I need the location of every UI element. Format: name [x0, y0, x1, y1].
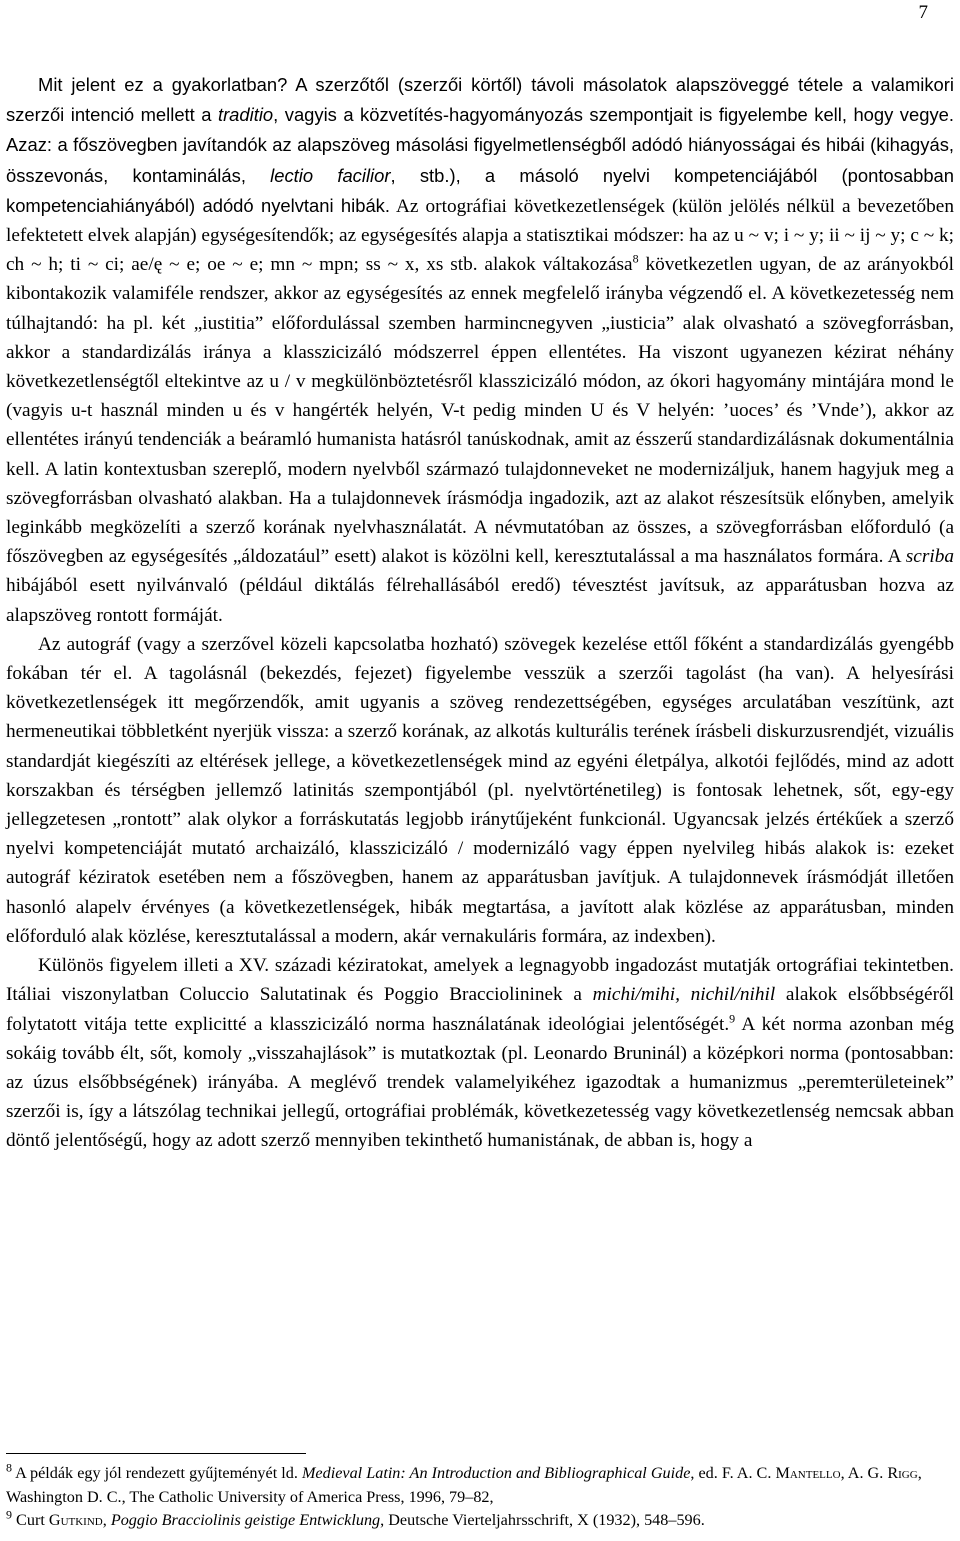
- body-text: [6, 70, 954, 1156]
- p1-term-lectio-facilior: lectio facilior: [270, 164, 391, 186]
- p1-term-scriba: scriba: [905, 546, 954, 568]
- footnotes: [6, 1453, 954, 1533]
- p3-text-2: alakok elsőbbségéről folytatott vitája tette explicitté a klasszicizáló norma használatának ideológiai jelentőségét.: [6, 984, 954, 1035]
- footnote-9-author-gutkind: Gutkind: [48, 1511, 103, 1529]
- footnote-ref-9[interactable]: 9: [729, 1011, 736, 1026]
- footnote-8-text-3: , A. G.: [840, 1464, 888, 1482]
- footnote-9: [6, 1509, 954, 1533]
- p1-text-3: , stb.), a másoló nyelvi kompetenciájából (pontosabban kompetenciahiányából) adódó nyelvtani hibák.: [6, 164, 954, 216]
- footnote-separator: [6, 1453, 306, 1454]
- p1-text-6: hibájából esett nyilvánvaló (például diktálás félrehallásából eredő) tévesztést javítsuk, az apparátusban hozva az alapszöveg rontott formáját.: [6, 575, 954, 626]
- footnote-8-author-rigg: Rigg: [887, 1464, 918, 1482]
- footnote-8-title: Medieval Latin: An Introduction and Bibliographical Guide: [301, 1464, 691, 1482]
- footnote-8: [6, 1462, 954, 1509]
- footnote-9-title: Poggio Bracciolinis geistige Entwicklung: [110, 1511, 381, 1529]
- page-number: 7: [918, 2, 928, 23]
- p3-text-3: A két norma azonban még sokáig tovább élt, sőt, komoly „visszahajlások” is mutatkoztak (pl. Leonardo Bruninál) a középkori norma (pontosabban: az úzus elsőbbségének) irányába. A meglévő trendek valamelyikéhez igazodtak a humanizmus „peremterületeinek” szerzői is, így a látszólag technikai jellegű, ortográfiai problémák, következetesség vagy következetlenség nemcsak abban döntő jelentőségű, hogy az adott szerző mennyiben tekinthető humanistának, de abban is, hogy a: [6, 1013, 954, 1152]
- paragraph-3: [6, 951, 954, 1155]
- paragraph-2: Az autográf (vagy a szerzővel közeli kapcsolatba hozható) szövegek kezelése ettől főként a standardizálás gyengébb fokában tér el. A tagolásnál (bekezdés, fejezet) figyelembe vesszük a szerzői tagolást (ha van). A helyesírási következetlenségek itt megőrzendők, amit ugyanis a szöveg rendezettségében, egységes arculatában veszítünk, azt hermeneutikai többletként nyerjük vissza: a szerző korának, az alkotás kulturális terének írásbeli diskurzusrendjét, vizuális standardját kiegészíti az eltérések jellege, a következetlenségek mind az egyéni életpálya, alkotói fejlődés, mind az adott korszakban és térségben jellemző latinitás szempontjából (pl. nyelvtörténetileg) is fontosak lehetnek, sőt, egy-egy jellegzetesen „rontott” alak olykor a forráskutatás legjobb iránytűjeként funkcionál. Ugyancsak jelzés értékűek a szerző nyelvi kompetenciáját mutató archaizáló, klasszicizáló / modernizáló vagy éppen nyelvileg hibás alakok is: ezeket autográf kéziratok esetében nem a főszövegben, hanem az apparátusban javítjuk. A tulajdonnevek írásmódját illetően hasonló alapelv érvényes (a következetlenségek, hibák megtartása, a javított alak közlése az apparátusban, minden előforduló alak közlése, keresztutalással a modern, akár vernakuláris formára, az indexben).: [6, 633, 954, 947]
- footnote-9-text-2: ,: [102, 1511, 111, 1529]
- footnote-9-number: 9: [6, 1507, 12, 1522]
- footnote-8-text-4: , Washington D. C., The Catholic University of America Press, 1996, 79–82,: [6, 1464, 922, 1506]
- footnote-8-text-2: , ed. F. A. C.: [690, 1464, 776, 1482]
- p1-text-2: , vagyis a közvetítés-hagyományozás szempontjait is figyelembe kell, hogy vegye. Azaz: a főszövegben javítandók az alapszöveg másolási figyelmetlenségből adódó hiányosságai és hibái (kihagyás, összevonás, kontaminálás,: [6, 104, 954, 186]
- p3-text-1: Különös figyelem illeti a XV. századi kéziratokat, amelyek a legnagyobb ingadozást mutatják ortográfiai tekintetben. Itáliai viszonylatban Coluccio Salutatinak és Poggio Bracciolininek a: [6, 955, 954, 1006]
- p1-text-4: Az ortográfiai következetlenségek (külön jelölés nélkül a bevezetőben lefektetett elvek alapján) egységesítendők; az egységesítés alapja a statisztikai módszer: ha az u ~ v; i ~ y; ii ~ ij ~ y; c ~ k; ch ~ h; ti ~ ci; ae/ę ~ e; oe ~ e; mn ~ mpn; ss ~ x, xs stb. alakok váltakozása: [6, 195, 954, 276]
- footnote-ref-8[interactable]: 8: [632, 251, 639, 266]
- footnote-8-author-mantello: Mantello: [775, 1464, 841, 1482]
- footnote-8-number: 8: [6, 1460, 12, 1475]
- footnote-8-text-1: A példák egy jól rendezett gyűjteményét ld.: [12, 1464, 302, 1482]
- footnote-9-text-3: , Deutsche Vierteljahrsschrift, X (1932), 548–596.: [380, 1511, 705, 1529]
- paragraph-1: [6, 70, 954, 630]
- p1-term-traditio: traditio: [217, 104, 274, 126]
- p3-term-michi-mihi: michi/mihi, nichil/nihil: [592, 984, 776, 1006]
- p1-text-5: következetlen ugyan, de az arányokból kibontakozik valamiféle rendszer, akkor az egységesítés az ennek megfelelő irányba végzendő el. A következetesség nem túlhajtandó: ha pl. két „iustitia” előfordulással szemben harmincnegyven „iusticia” alak olvasható a szövegforrásban, akkor a standardizálás iránya a klasszicizáló módszerrel éppen ellentétes. Ha viszont ugyanezen kézirat néhány következetlenségtől eltekintve az u / v megkülönböztetésről klasszicizáló módon, az ókori hagyomány mintájára mond le (vagyis u-t használ minden u és v hangérték helyén, V-t pedig minden U és V helyén: ’uoces’ és ’Vnde’), akkor az ellentétes irányú tendenciák a beáramló humanista hatásról tanúskodnak, amit az ésszerű standardizálásnak dokumentálnia kell. A latin kontextusban szereplő, modern nyelvből származó tulajdonneveket ne modernizáljuk, hanem hagyjuk meg a szövegforrásban olvasható alakban. Ha a tulajdonnevek írásmódja ingadozik, azt az alakot részesítsük előnyben, amelyik leginkább megközelíti a szerző korának nyelvhasználatát. A névmutatóban az összes, a szövegforrásban előforduló (a főszövegben az egységesítés „áldozatául” esett) alakot is közölni kell, keresztutalással a ma használatos formára. A: [6, 254, 954, 568]
- footnote-9-text-1: Curt: [12, 1511, 49, 1529]
- p1-text-1: Mit jelent ez a gyakorlatban? A szerzőtől (szerzői körtől) távoli másolatok alapszöveggé tétele a valamikori szerzői intenció mellett a: [6, 74, 954, 126]
